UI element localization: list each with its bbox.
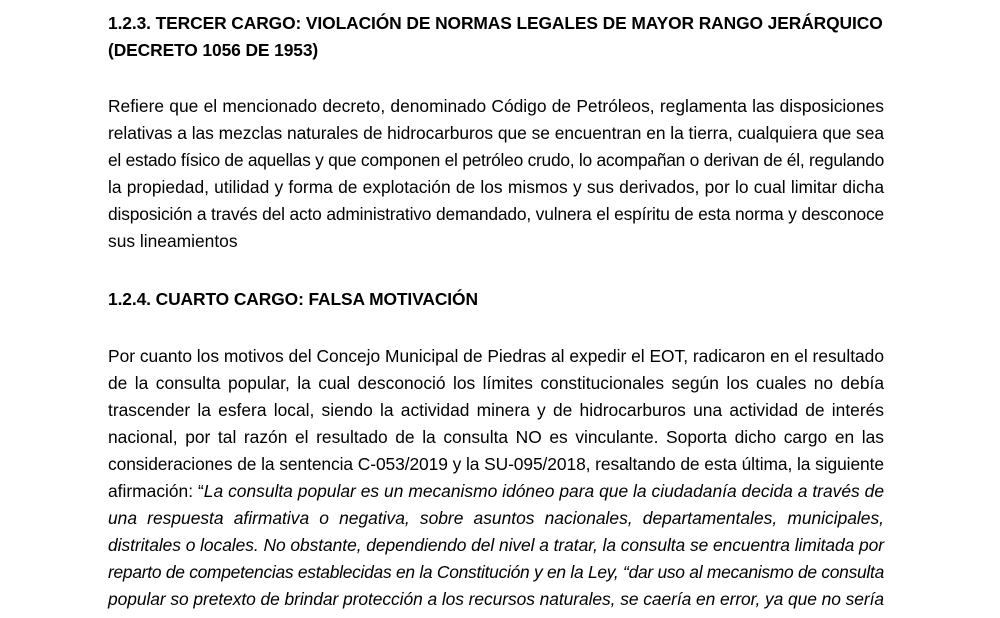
paragraph-line: la propiedad, utilidad y forma de explotación de los mismos y sus derivados, por lo cual limitar dicha: [108, 177, 884, 197]
paragraph-line-quote-start: [108, 478, 884, 505]
quote-line: distritales o locales. No obstante, dependiendo del nivel a tratar, la consulta se encuentra limitada por: [108, 535, 884, 555]
paragraph-line: sus lineamientos: [108, 231, 238, 251]
section-heading-cuarto-cargo: 1.2.4. CUARTO CARGO: FALSA MOTIVACIÓN: [108, 289, 478, 309]
quote-line: reparto de competencias establecidas en la Constitución y en la Ley, “dar uso al mecanismo de consulta: [108, 562, 884, 582]
paragraph-line: disposición a través del acto administrativo demandado, vulnera el espíritu de esta norma y desconoce: [108, 204, 884, 224]
paragraph-line: relativas a las mezclas naturales de hidrocarburos que se encuentran en la tierra, cualquiera que sea: [108, 123, 884, 143]
paragraph-cuarto-cargo: [108, 343, 884, 613]
quote-intro: afirmación: “: [108, 481, 204, 501]
heading-line-2: (DECRETO 1056 DE 1953): [108, 40, 319, 60]
paragraph-line: nacional, por tal razón el resultado de la consulta NO es vinculante. Soporta dicho cargo en las: [108, 427, 884, 447]
paragraph-line: Por cuanto los motivos del Concejo Municipal de Piedras al expedir el EOT, radicaron en el resultado: [108, 346, 884, 366]
quote-line: popular so pretexto de brindar protección a los recursos naturales, se caería en error, ya que no sería: [108, 589, 884, 609]
paragraph-line: de la consulta popular, la cual desconoció los límites constitucionales según los cuales no debía: [108, 373, 884, 393]
paragraph-line: Refiere que el mencionado decreto, denominado Código de Petróleos, reglamenta las disposiciones: [108, 96, 884, 116]
quote-line: una respuesta afirmativa o negativa, sobre asuntos nacionales, departamentales, municipales,: [108, 508, 884, 528]
paragraph-line: el estado físico de aquellas y que componen el petróleo crudo, lo acompañan o derivan de él, regulando: [108, 150, 884, 170]
heading-line-1: 1.2.3. TERCER CARGO: VIOLACIÓN DE NORMAS LEGALES DE MAYOR RANGO JERÁRQUICO: [108, 13, 883, 33]
paragraph-tercer-cargo: [108, 93, 884, 255]
section-heading-tercer-cargo: [108, 10, 883, 64]
quote-text: La consulta popular es un mecanismo idóneo para que la ciudadanía decida a través de: [203, 481, 884, 501]
paragraph-line: consideraciones de la sentencia C-053/2019 y la SU-095/2018, resaltando de esta última, la siguiente: [108, 454, 884, 474]
paragraph-line: trascender la esfera local, siendo la actividad minera y de hidrocarburos una actividad de interés: [108, 400, 884, 420]
